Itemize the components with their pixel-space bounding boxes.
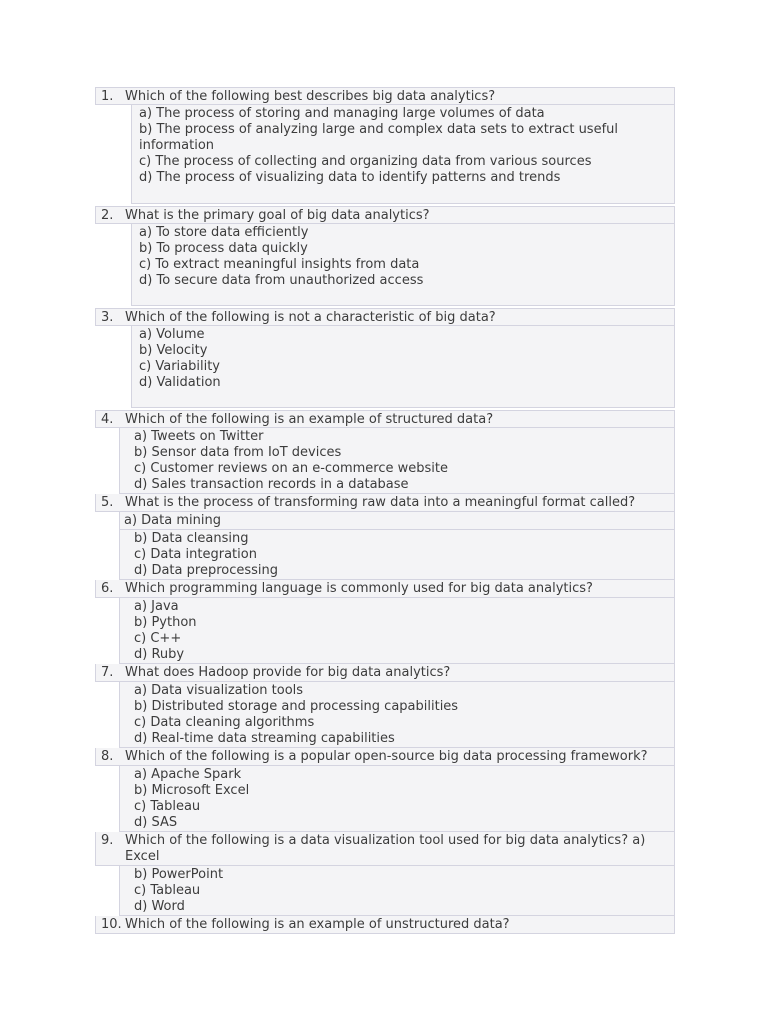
options-4 xyxy=(119,428,675,494)
option: d) Data preprocessing xyxy=(134,563,278,578)
question-2 xyxy=(95,206,675,224)
question-number: 5. xyxy=(101,495,114,510)
option: a) Data mining xyxy=(124,513,221,528)
question-number: 2. xyxy=(101,208,114,223)
option: d) Validation xyxy=(139,375,221,390)
option: b) Velocity xyxy=(139,343,208,358)
question-text: Which of the following is an example of structured data? xyxy=(125,412,494,427)
question-5 xyxy=(95,494,675,512)
options-1 xyxy=(131,105,675,204)
option: d) Real-time data streaming capabilities xyxy=(134,731,395,746)
question-text: Which of the following is a popular open-source big data processing framework? xyxy=(125,749,648,764)
quiz-document xyxy=(95,87,675,934)
option: a) Data visualization tools xyxy=(134,683,304,698)
question-7 xyxy=(95,664,675,682)
option: c) Data cleaning algorithms xyxy=(134,715,315,730)
question-9 xyxy=(95,832,675,866)
option: d) To secure data from unauthorized access xyxy=(139,273,424,288)
question-number: 9. xyxy=(101,833,114,848)
options-7 xyxy=(119,682,675,748)
question-text: What is the primary goal of big data analytics? xyxy=(125,208,430,223)
option: a) Tweets on Twitter xyxy=(134,429,264,444)
question-1 xyxy=(95,87,675,105)
question-3 xyxy=(95,308,675,326)
option: b) Microsoft Excel xyxy=(134,783,250,798)
question-text: Which of the following is an example of unstructured data? xyxy=(125,917,510,932)
options-9 xyxy=(119,866,675,916)
question-4 xyxy=(95,410,675,428)
option: a) Apache Spark xyxy=(134,767,242,782)
option: d) Sales transaction records in a database xyxy=(134,477,409,492)
option: c) To extract meaningful insights from data xyxy=(139,257,420,272)
option: c) Tableau xyxy=(134,883,201,898)
options-2 xyxy=(131,224,675,306)
option: c) Data integration xyxy=(134,547,257,562)
option: b) To process data quickly xyxy=(139,241,308,256)
options-3 xyxy=(131,326,675,408)
question-number: 10. xyxy=(101,917,122,932)
option: c) Variability xyxy=(139,359,221,374)
option: a) The process of storing and managing large volumes of data xyxy=(139,106,545,121)
question-text: What does Hadoop provide for big data analytics? xyxy=(125,665,451,680)
option: b) PowerPoint xyxy=(134,867,224,882)
question-text: Which of the following is not a characteristic of big data? xyxy=(125,310,496,325)
option: b) Distributed storage and processing capabilities xyxy=(134,699,459,714)
option: a) To store data efficiently xyxy=(139,225,309,240)
option: c) The process of collecting and organizing data from various sources xyxy=(139,154,592,169)
option: a) Java xyxy=(134,599,179,614)
option: d) Ruby xyxy=(134,647,185,662)
option: d) The process of visualizing data to identify patterns and trends xyxy=(139,170,561,185)
question-text: What is the process of transforming raw data into a meaningful format called? xyxy=(125,495,636,510)
option: d) SAS xyxy=(134,815,178,830)
options-8 xyxy=(119,766,675,832)
option: b) Sensor data from IoT devices xyxy=(134,445,342,460)
question-number: 8. xyxy=(101,749,114,764)
option: b) Python xyxy=(134,615,197,630)
option: b) Data cleansing xyxy=(134,531,249,546)
question-8 xyxy=(95,748,675,766)
option-a-row-5 xyxy=(119,512,675,530)
option: c) Customer reviews on an e-commerce website xyxy=(134,461,449,476)
question-number: 3. xyxy=(101,310,114,325)
question-number: 1. xyxy=(101,89,114,104)
option: d) Word xyxy=(134,899,185,914)
option: b) The process of analyzing large and complex data sets to extract useful information xyxy=(139,122,619,153)
question-number: 6. xyxy=(101,581,114,596)
question-text: Which of the following is a data visualization tool used for big data analytics? a) Excel xyxy=(125,833,646,864)
question-10 xyxy=(95,916,675,934)
question-number: 7. xyxy=(101,665,114,680)
options-6 xyxy=(119,598,675,664)
option: a) Volume xyxy=(139,327,205,342)
question-text: Which of the following best describes big data analytics? xyxy=(125,89,496,104)
question-text: Which programming language is commonly used for big data analytics? xyxy=(125,581,593,596)
option: c) Tableau xyxy=(134,799,201,814)
question-number: 4. xyxy=(101,412,114,427)
option: c) C++ xyxy=(134,631,182,646)
options-5 xyxy=(119,530,675,580)
question-6 xyxy=(95,580,675,598)
